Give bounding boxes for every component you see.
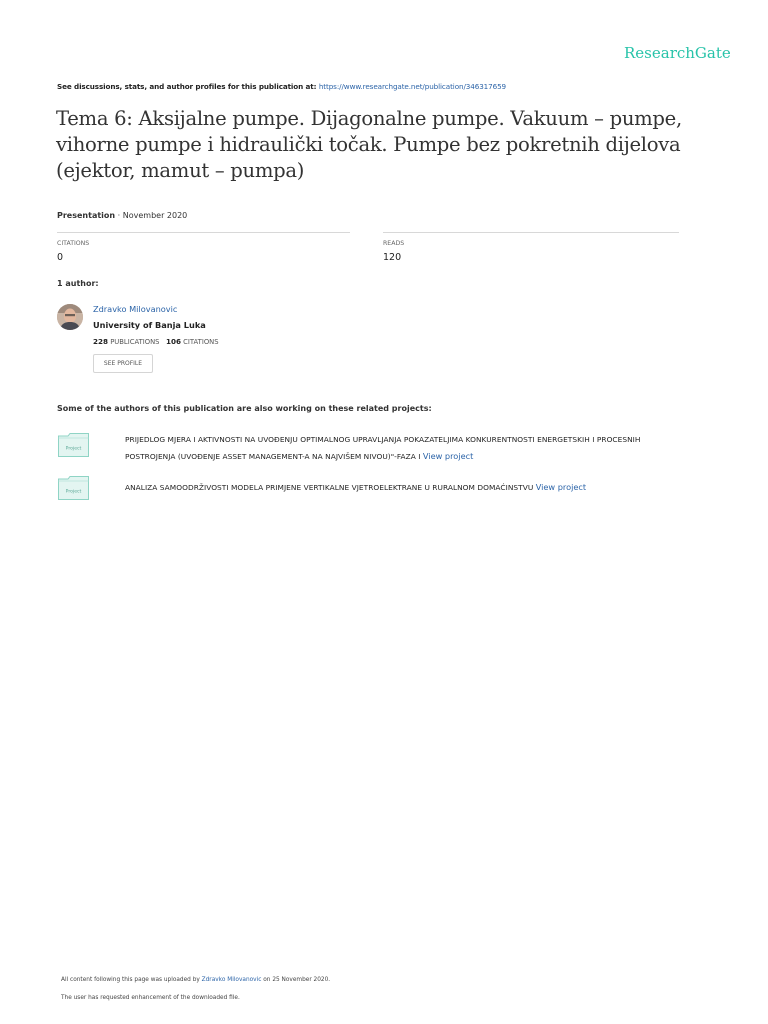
author-avatar[interactable]: [57, 304, 83, 330]
citations-label: CITATIONS: [57, 240, 90, 247]
discussion-prefix: See discussions, stats, and author profiles for this publication at:: [57, 82, 317, 91]
publication-type: Presentation: [57, 211, 116, 220]
view-project-link[interactable]: View project: [535, 482, 587, 492]
related-project-item: [125, 431, 690, 465]
date-separator: ·: [115, 211, 123, 220]
upload-note-suffix: on 25 November 2020.: [263, 977, 331, 983]
upload-note: [61, 977, 330, 983]
publication-url-link[interactable]: https://www.researchgate.net/publication/346317659: [318, 82, 507, 91]
author-institution: University of Banja Luka: [93, 320, 206, 330]
citations-value: 0: [57, 252, 64, 263]
author-citations-label: CITATIONS: [183, 338, 219, 346]
related-project-item: [125, 479, 690, 496]
svg-text:Project: Project: [65, 446, 82, 452]
author-name-link[interactable]: Zdravko Milovanovic: [93, 304, 178, 314]
view-project-link[interactable]: View project: [422, 451, 474, 461]
svg-text:Project: Project: [65, 489, 82, 495]
author-publications-count: 228: [93, 337, 109, 346]
publication-title: Tema 6: Aksijalne pumpe. Dijagonalne pumpe. Vakuum – pumpe, vihorne pumpe i hidraulički točak. Pumpe bez pokretnih dijelova (ejektor, mamut – pumpa): [56, 107, 682, 182]
divider-citations: [57, 232, 350, 233]
researchgate-logo[interactable]: ResearchGate: [624, 44, 731, 62]
uploader-link[interactable]: Zdravko Milovanovic: [201, 977, 262, 983]
author-stats: [93, 337, 219, 346]
related-projects-heading: Some of the authors of this publication are also working on these related projects:: [57, 404, 432, 413]
author-publications-label: PUBLICATIONS: [110, 338, 160, 346]
reads-label: READS: [383, 240, 405, 247]
related-project-title: ANALIZA SAMOODRŽIVOSTI MODELA PRIMJENE VERTIKALNE VJETROELEKTRANE U RURALNOM DOMAĆINSTVU: [125, 483, 534, 492]
discussion-line: [57, 82, 506, 91]
author-citations-count: 106: [165, 337, 181, 346]
author-photo-icon: [57, 304, 83, 330]
related-project-title: PRIJEDLOG MJERA I AKTIVNOSTI NA UVOĐENJU OPTIMALNOG UPRAVLJANJA POKAZATELJIMA KONKURENTNOSTI ENERGETSKIH I PROCESNIH POSTROJENJA (UVOĐENJE ASSET MANAGEMENT-A NA NAJVIŠEM NIVOU)"-FAZA I: [125, 435, 641, 461]
see-profile-button[interactable]: SEE PROFILE: [93, 354, 153, 373]
divider-reads: [383, 232, 679, 233]
project-folder-icon: [57, 432, 90, 458]
authors-heading: 1 author:: [57, 279, 99, 288]
project-folder-icon: [57, 475, 90, 501]
publication-type-date: [57, 211, 187, 220]
enhancement-note: The user has requested enhancement of the downloaded file.: [61, 995, 240, 1001]
reads-value: 120: [383, 252, 402, 263]
publication-date: November 2020: [122, 211, 188, 220]
upload-note-prefix: All content following this page was uploaded by: [61, 977, 200, 983]
